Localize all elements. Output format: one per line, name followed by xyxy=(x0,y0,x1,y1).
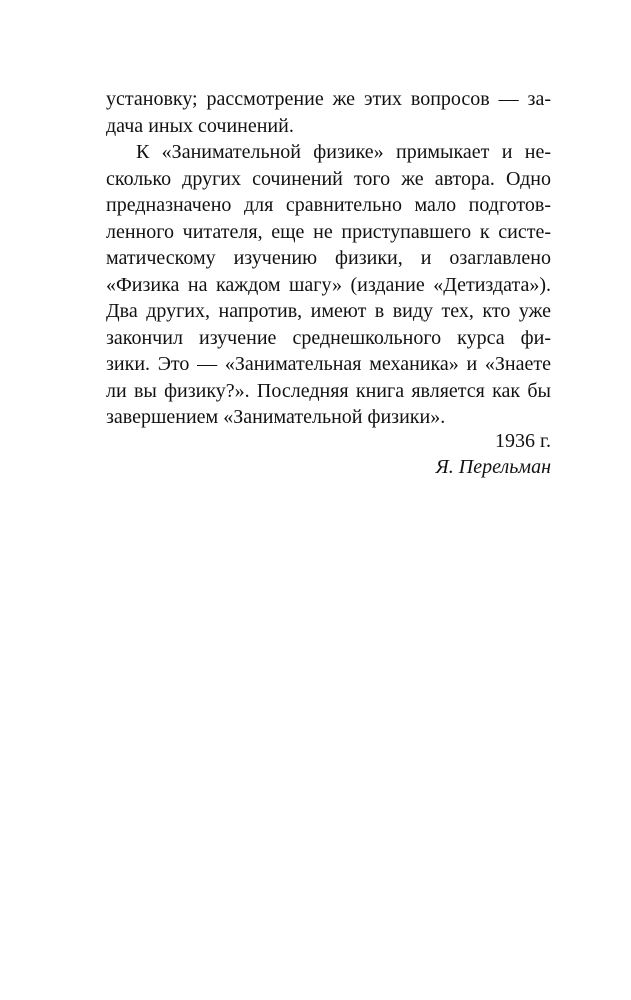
text-line: сколько других сочинений того же автора. Одно xyxy=(106,167,551,190)
text-line: предназначено для сравнительно мало подготов- xyxy=(106,194,551,216)
text-line: ленного читателя, еще не приступавшего к систе- xyxy=(106,220,551,243)
text-line: дача иных сочинений. xyxy=(106,114,294,137)
signature-author: Я. Перельман xyxy=(435,456,551,478)
paragraph-2 xyxy=(106,139,551,431)
text-line: К «Занимательной физике» примыкает и не- xyxy=(136,141,551,163)
paragraph-1 xyxy=(106,86,551,139)
text-line: Два других, напротив, имеют в виду тех, кто уже xyxy=(106,300,551,322)
text-line: «Физика на каждом шагу» (издание «Детиздата»). xyxy=(106,273,551,296)
signature-year: 1936 г. xyxy=(495,430,551,452)
text-line: ли вы физику?». Последняя книга является как бы xyxy=(106,379,551,402)
text-line: завершением «Занимательной физики». xyxy=(106,406,446,428)
signature-block xyxy=(106,428,551,480)
text-line: матическому изучению физики, и озаглавлено xyxy=(106,247,551,269)
text-line: зики. Это — «Занимательная механика» и «Знаете xyxy=(106,353,551,375)
body-text xyxy=(106,86,551,431)
text-line: закончил изучение среднешкольного курса фи- xyxy=(106,326,551,349)
text-line: установку; рассмотрение же этих вопросов — за- xyxy=(106,88,551,110)
